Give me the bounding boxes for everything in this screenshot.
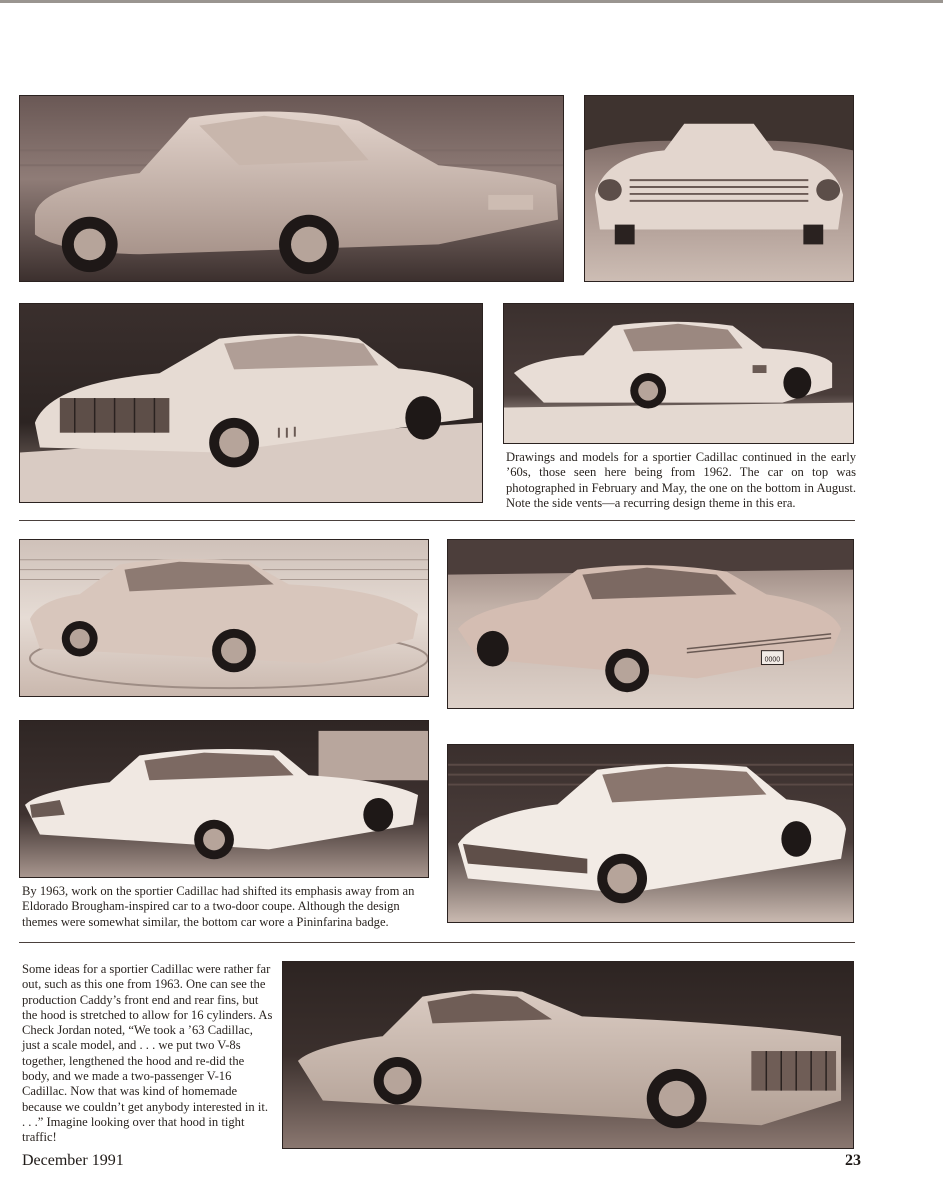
section-divider <box>19 520 855 521</box>
photo-rear-quarter-model-turntable <box>503 303 854 444</box>
license-plate-text: 0000 <box>764 656 781 664</box>
photo-front-view-clay-model <box>584 95 854 282</box>
caption-1963-coupe: By 1963, work on the sportier Cadillac had shifted its emphasis away from an Eldorado Brougham-inspired car to a two-door coupe. Although the design themes were somewhat similar, the bottom car wore a Pininfarina badge. <box>22 884 415 929</box>
photo-rear-quarter-two-door-coupe <box>19 720 429 878</box>
footer-date: December 1991 <box>22 1152 124 1169</box>
photo-rear-quarter-coupe-plate <box>447 539 854 709</box>
caption-v16-cadillac: Some ideas for a sportier Cadillac were rather far out, such as this one from 1963. One can see the production Caddy’s front end and rear fins, but the hood is stretched to allow for 16 cylinders. As Check Jordan noted, “We took a ’63 Cadillac, just a scale model, and . . . we put two V-8s together, lengthened the hood and re-did the body, and we made a two-passenger V-16 Cadillac. Now that was kind of homemade because we couldn’t get anybody interested in it. . . .” Imagine looking over that hood in tight traffic! <box>22 962 273 1145</box>
photo-rear-quarter-clay-model <box>19 95 564 282</box>
photo-side-view-coupe-turntable <box>19 539 429 697</box>
page-number: 23 <box>845 1152 861 1169</box>
section-divider <box>19 942 855 943</box>
photo-pininfarina-coupe-front-quarter <box>447 744 854 923</box>
caption-1962-models: Drawings and models for a sportier Cadillac continued in the early ’60s, those seen here being from 1962. The car on top was photographed in February and May, the one on the bottom in August. Note the side vents—a recurring design theme in this era. <box>506 450 856 510</box>
photo-v16-cadillac-model <box>282 961 854 1149</box>
page-top-edge <box>0 0 943 3</box>
photo-front-quarter-model-side-vents <box>19 303 483 503</box>
